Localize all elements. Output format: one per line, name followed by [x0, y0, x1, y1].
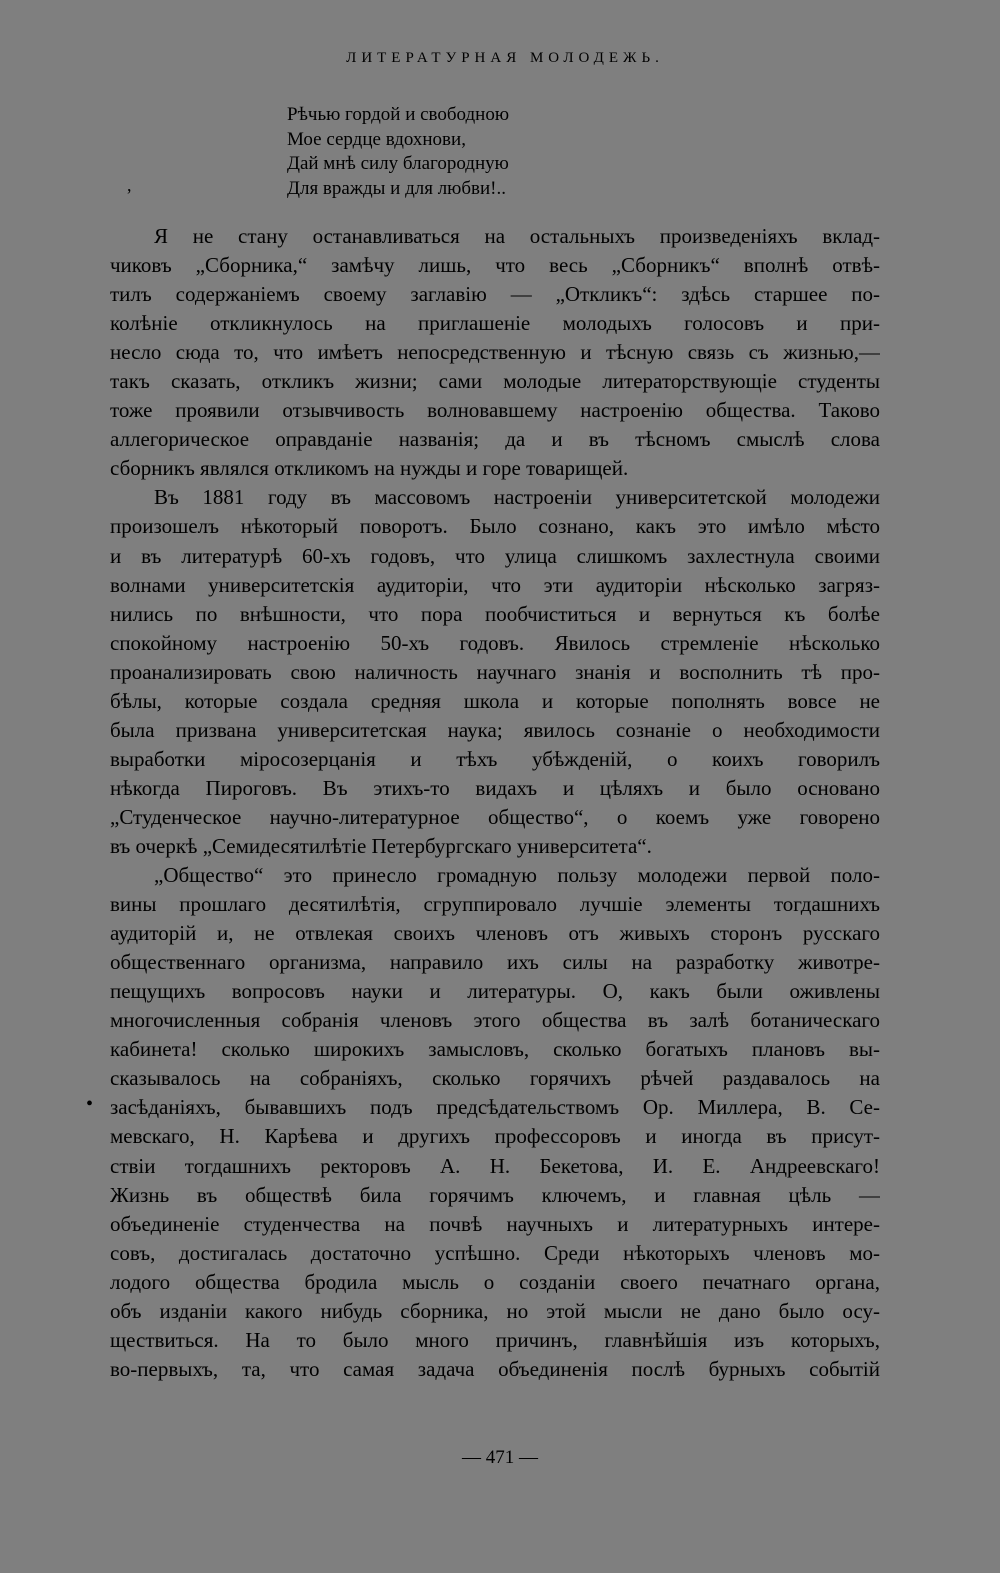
paragraph-line: ществиться. На то было много причинъ, главнѣйшія изъ которыхъ, [110, 1327, 880, 1352]
paragraph-line: тоже проявили отзывчивость волновавшему настроенію общества. Таково [110, 398, 880, 423]
paragraph-line: и въ литературѣ 60-хъ годовъ, что улица слишкомъ захлестнула своими [110, 543, 880, 568]
poem-verse [287, 103, 509, 201]
paragraph-line: „Студенческое научно-литературное общество“, о коемъ уже говорено [110, 804, 880, 829]
page-number: — 471 — [462, 1447, 538, 1468]
running-header: ЛИТЕРАТУРНАЯ МОЛОДЕЖЬ. [346, 50, 664, 66]
paragraph-line: во-первыхъ, та, что самая задача объединенія послѣ бурныхъ событій [110, 1356, 880, 1381]
paragraph-line: такъ сказать, откликъ жизни; сами молодые литераторствующіе студенты [110, 369, 880, 394]
paragraph-line: аудиторій и, не отвлекая своихъ членовъ отъ живыхъ сторонъ русскаго [110, 921, 880, 946]
poem-line: Для вражды и для любви!.. [287, 177, 507, 199]
paragraph-line: несло сюда то, что имѣетъ непосредственную и тѣсную связь съ жизнью,— [110, 340, 880, 365]
paragraph-line: пещущихъ вопросовъ науки и литературы. О, какъ были оживлены [110, 979, 880, 1004]
paragraph-line: нились по внѣшности, что пора пообчиститься и вернуться къ болѣе [110, 601, 880, 626]
paragraph-line: проанализировать свою наличность научнаго знанія и восполнить тѣ про- [110, 659, 880, 684]
paragraph-line: мевскаго, Н. Карѣева и другихъ профессоровъ и иногда въ присут- [110, 1124, 880, 1149]
paragraph-line: ствіи тогдашнихъ ректоровъ А. Н. Бекетова, И. Е. Андреевскаго! [110, 1153, 880, 1178]
paragraph [110, 861, 880, 1384]
poem-line: Дай мнѣ силу благородную [287, 153, 509, 174]
paragraph-line: сборникъ являлся откликомъ на нужды и горе товарищей. [110, 456, 629, 481]
paragraph-line: бѣлы, которые создала средняя школа и которые пополнять вовсе не [110, 688, 880, 713]
paragraph-line: „Общество“ это принесло громадную пользу молодежи первой поло- [154, 863, 880, 888]
paragraph-line: вины прошлаго десятилѣтія, сгруппировало лучшіе элементы тогдашнихъ [110, 892, 880, 917]
paragraph-line: выработки міросозерцанія и тѣхъ убѣжденій, о коихъ говорилъ [110, 746, 880, 771]
paragraph-line: была призвана университетская наука; явилось сознаніе о необходимости [110, 717, 880, 742]
paragraph-line: Жизнь въ обществѣ била горячимъ ключемъ, и главная цѣль — [110, 1182, 880, 1207]
paragraph-line: нѣкогда Пироговъ. Въ этихъ-то видахъ и цѣляхъ и было основано [110, 775, 880, 800]
poem-line: Мое сердце вдохнови, [287, 128, 466, 150]
paragraph-line: засѣданіяхъ, бывавшихъ подъ предсѣдательствомъ Ор. Миллера, В. Се- [110, 1095, 880, 1120]
paragraph-line: совъ, достигалась достаточно успѣшно. Среди нѣкоторыхъ членовъ мо- [110, 1240, 880, 1265]
paragraph-line: лодого общества бродила мысль о созданіи своего печатнаго органа, [110, 1269, 880, 1294]
paragraph-line: тилъ содержаніемъ своему заглавію — „Откликъ“: здѣсь старшее по- [110, 282, 880, 307]
paragraph-line: объединеніе студенчества на почвѣ научныхъ и литературныхъ интере- [110, 1211, 880, 1236]
paragraph-line: объ изданіи какого нибудь сборника, но этой мысли не дано было осу- [110, 1298, 880, 1323]
paragraph-line: чиковъ „Сборника,“ замѣчу лишь, что весь „Сборникъ“ вполнѣ отвѣ- [110, 253, 880, 278]
paragraph-line: кабинета! сколько широкихъ замысловъ, сколько богатыхъ плановъ вы- [110, 1037, 880, 1062]
poem-margin-mark: , [127, 175, 132, 195]
paragraph-line: аллегорическое оправданіе названія; да и въ тѣсномъ смыслѣ слова [110, 427, 880, 452]
paragraph-line: спокойному настроенію 50-хъ годовъ. Явилось стремленіе нѣсколько [110, 630, 880, 655]
paragraph [110, 222, 880, 483]
paragraph-line: колѣніе откликнулось на приглашеніе молодыхъ голосовъ и при- [110, 311, 880, 336]
paragraph-line: въ очеркѣ „Семидесятилѣтіе Петербургскаго университета“. [110, 833, 652, 858]
paragraph-line: Я не стану останавливаться на остальныхъ произведеніяхъ вклад- [154, 224, 880, 248]
paragraph-line: волнами университетскія аудиторіи, что эти аудиторіи нѣсколько загряз- [110, 572, 880, 597]
margin-bullet-mark: • [86, 1093, 94, 1115]
body-text [110, 222, 880, 1384]
paragraph-line: сказывалось на собраніяхъ, сколько горячихъ рѣчей раздавалось на [110, 1066, 880, 1091]
paragraph [110, 483, 880, 861]
paragraph-line: общественнаго организма, направило ихъ силы на разработку животре- [110, 950, 880, 975]
poem-line: Рѣчью гордой и свободною [287, 104, 510, 125]
paragraph-line: произошелъ нѣкоторый поворотъ. Было сознано, какъ это имѣло мѣсто [110, 514, 880, 539]
paragraph-line: Въ 1881 году въ массовомъ настроеніи университетской молодежи [154, 485, 880, 510]
paragraph-line: многочисленныя собранія членовъ этого общества въ залѣ ботаническаго [110, 1008, 880, 1033]
